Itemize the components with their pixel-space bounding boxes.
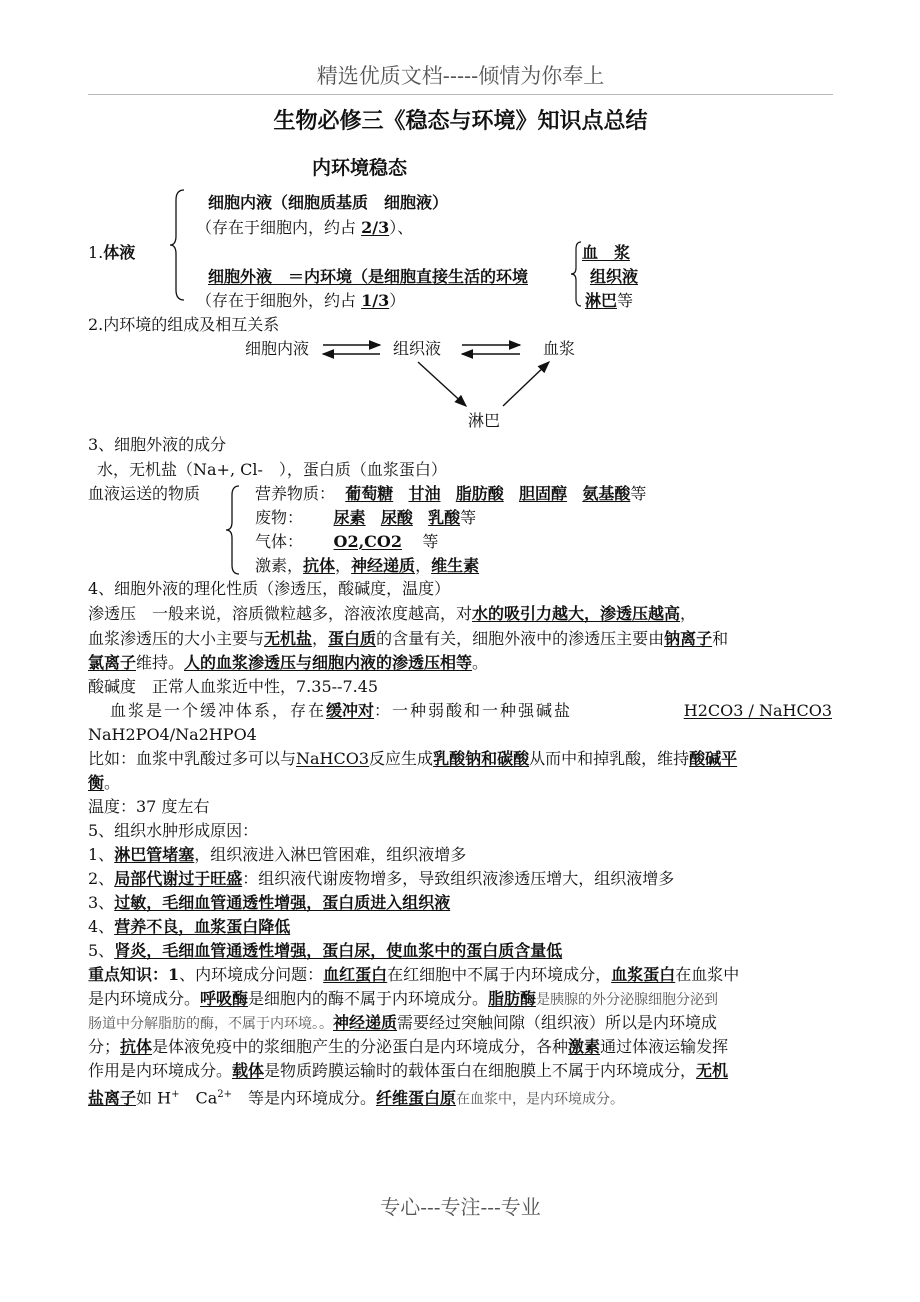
key-line-5: 作用是内环境成分。载体是物质跨膜运输时的载体蛋白在细胞膜上不属于内环境成分，无机 (88, 1061, 729, 1080)
node-lymph: 淋巴 (468, 411, 501, 430)
blood-transport-label: 血液运送的物质 (88, 484, 201, 503)
node-tissue-fluid: 组织液 (393, 339, 442, 358)
document-title: 生物必修三《稳态与环境》知识点总结 (273, 109, 648, 134)
temperature-line: 温度：37 度左右 (88, 797, 210, 816)
buffer-example-cont: 衡。 (88, 773, 121, 792)
blood-transport-brace (224, 484, 242, 576)
buffer-example-line: 比如：血浆中乳酸过多可以与NaHCO3反应生成乳酸钠和碳酸从而中和掉乳酸，维持酸碱平 (88, 749, 738, 768)
edema-reason-2: 2、局部代谢过于旺盛：组织液代谢废物增多，导致组织液渗透压增大，组织液增多 (88, 869, 675, 888)
key-line-4: 分；抗体是体液免疫中的浆细胞产生的分泌蛋白是内环境成分，各种激素通过体液运输发挥 (88, 1037, 729, 1056)
osmotic-line-1: 渗透压 一般来说，溶质微粒越多，溶液浓度越高，对水的吸引力越大，渗透压越高， (88, 604, 697, 623)
section-5-heading: 5、组织水肿形成原因： (88, 821, 259, 840)
page-header: 精选优质文档-----倾情为你奉上 (88, 62, 833, 95)
waste-line: 废物： 尿素 尿酸 乳酸等 (255, 508, 477, 527)
edema-reason-5: 5、肾炎，毛细血管通透性增强，蛋白尿，使血浆中的蛋白质含量低 (88, 941, 563, 960)
key-line-6: 盐离子如 H+ $Ca^{2+}$ 等是内环境成分。纤维蛋白原在血浆中，是内环境成分。 (88, 1088, 625, 1108)
edema-reason-3: 3、过敏，毛细血管通透性增强，蛋白质进入组织液 (88, 893, 451, 912)
edema-reason-1: 1、淋巴管堵塞，组织液进入淋巴管困难，组织液增多 (88, 845, 467, 864)
buffer-line-1: 血浆是一个缓冲体系，存在缓冲对：一种弱酸和一种强碱盐 H2CO3 / NaHCO3 (110, 701, 832, 720)
osmotic-line-2: 血浆渗透压的大小主要与无机盐，蛋白质的含量有关，细胞外液中的渗透压主要由钠离子和 (88, 629, 729, 648)
intracellular-note: （存在于细胞内，约占 2/3）、 (196, 218, 414, 237)
extracellular-components: 水，无机盐（Na+, Cl- ），蛋白质（血浆蛋白） (97, 460, 447, 479)
tissue-fluid-item: 组织液 (590, 267, 639, 286)
buffer-line-2: NaH2PO4/Na2HPO4 (88, 725, 257, 744)
key-line-3: 肠道中分解脂肪的酶，不属于内环境。。神经递质需要经过突触间隙（组织液）所以是内环境成 (88, 1013, 718, 1032)
extracellular-fluid: 细胞外液 ＝内环境（是细胞直接生活的环境 (208, 267, 529, 286)
lymph-item: 淋巴等 (585, 291, 634, 310)
osmotic-line-3: 氯离子维持。人的血浆渗透压与细胞内液的渗透压相等。 (88, 653, 489, 672)
section-title: 内环境稳态 (312, 157, 408, 179)
body-fluid-label: 1.体液 (88, 243, 136, 262)
section-2-heading: 2.内环境的组成及相互关系 (88, 315, 280, 334)
key-line-2: 是内环境成分。呼吸酶是细胞内的酶不属于内环境成分。脂肪酶是胰腺的外分泌腺细胞分泌到 (88, 989, 719, 1008)
page-footer: 专心---专注---专业 (380, 1195, 541, 1219)
gas-line: 气体： O2,CO2 等 (255, 532, 439, 551)
section-3-heading: 3、细胞外液的成分 (88, 435, 227, 454)
hormone-line: 激素，抗体，神经递质，维生素 (255, 556, 480, 575)
relation-diagram-arrows (0, 0, 920, 440)
section-4-heading: 4、细胞外液的理化性质（渗透压，酸碱度，温度） (88, 579, 451, 598)
nutrient-line: 营养物质： 葡萄糖 甘油 脂肪酸 胆固醇 氨基酸等 (255, 484, 647, 503)
key-line-1: 重点知识：1、内环境成分问题：血红蛋白在红细胞中不属于内环境成分，血浆蛋白在血浆中 (88, 965, 740, 984)
plasma-item: 血 浆 (582, 243, 631, 262)
intracellular-fluid: 细胞内液（细胞质基质 细胞液） (208, 193, 449, 212)
ph-line: 酸碱度 正常人血浆近中性，7.35--7.45 (88, 677, 379, 696)
edema-reason-4: 4、营养不良，血浆蛋白降低 (88, 917, 291, 936)
node-intracellular: 细胞内液 (245, 339, 310, 358)
extracellular-note: （存在于细胞外，约占 1/3） (196, 291, 406, 310)
node-plasma: 血浆 (543, 339, 576, 358)
